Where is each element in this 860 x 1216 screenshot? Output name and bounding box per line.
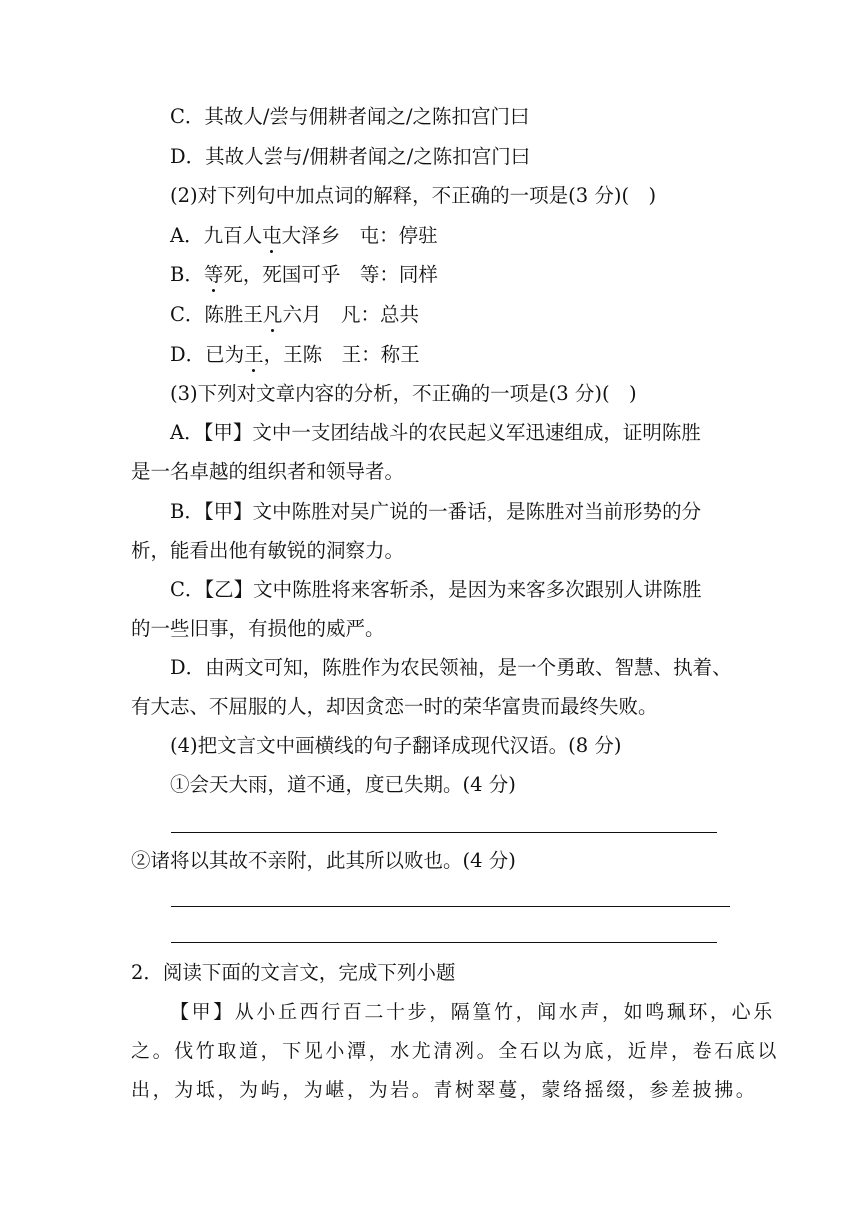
q1-sub3-option-b-line2[interactable]: 析，能看出他有敏锐的洞察力。 (131, 539, 405, 562)
option-text: ，王陈 王：称王 (263, 343, 420, 366)
option-text: 六月 凡：总共 (282, 303, 419, 326)
answer-blank-line[interactable] (171, 942, 717, 943)
dotted-word: 王 (244, 341, 264, 369)
q1-sub4-item2: ②诸将以其故不亲附，此其所以败也。(4 分) (131, 849, 516, 872)
q1-sub3-option-a-line2[interactable]: 是一名卓越的组织者和领导者。 (131, 460, 405, 483)
q1-sub3-option-b-line1[interactable]: B．【甲】文中陈胜对吴广说的一番话，是陈胜对当前形势的分 (170, 500, 702, 523)
answer-blank-line[interactable] (171, 906, 730, 907)
option-text: 大泽乡 屯：停驻 (281, 224, 438, 247)
q1-sub2-option-c[interactable] (170, 301, 419, 329)
q1-sub3-option-a-line1[interactable]: A．【甲】文中一支团结战斗的农民起义军迅速组成，证明陈胜 (170, 421, 701, 444)
option-text: 死，死国可乎 等：同样 (223, 263, 438, 286)
q1-sub3-option-c-line1[interactable]: C．【乙】文中陈胜将来客斩杀，是因为来客多次跟别人讲陈胜 (170, 578, 702, 601)
dotted-word: 凡 (263, 301, 283, 329)
q1-sub3-option-d-line2[interactable]: 有大志、不屈服的人，却因贪恋一时的荣华富贵而最终失败。 (131, 695, 658, 718)
q1-sub2-option-d[interactable] (170, 341, 420, 369)
dotted-word: 等 (204, 261, 224, 289)
q1-sub2-stem: (2)对下列句中加点词的解释，不正确的一项是(3 分)( ) (170, 184, 657, 207)
q1-sub3-stem: (3)下列对文章内容的分析，不正确的一项是(3 分)( ) (170, 382, 637, 405)
q1-option-c[interactable]: C．其故人/尝与佣耕者闻之/之陈扣宫门曰 (170, 105, 530, 128)
q2-passage-line: 【甲】从小丘西行百二十步，隔篁竹，闻水声，如鸣珮环，心乐 (170, 1001, 775, 1023)
q2-passage-line: 之。伐竹取道，下见小潭，水尤清冽。全石以为底，近岸，卷石底以 (131, 1040, 780, 1062)
q1-option-d[interactable]: D．其故人尝与/佣耕者闻之/之陈扣宫门曰 (170, 145, 531, 168)
q1-sub4-stem: (4)把文言文中画横线的句子翻译成现代汉语。(8 分) (170, 734, 622, 757)
q1-sub3-option-c-line2[interactable]: 的一些旧事，有损他的威严。 (131, 617, 385, 640)
q1-sub2-option-a[interactable] (170, 222, 438, 250)
option-text: D．已为 (170, 343, 245, 366)
option-text: A．九百人 (170, 224, 263, 247)
option-text: B． (170, 263, 204, 286)
q2-passage-line: 出，为坻，为屿，为嵁，为岩。青树翠蔓，蒙络摇缀，参差披拂。 (131, 1079, 758, 1101)
q2-title: 2．阅读下面的文言文，完成下列小题 (131, 961, 456, 984)
dotted-word: 屯 (262, 222, 282, 250)
answer-blank-line[interactable] (171, 832, 717, 833)
q1-sub4-item1: ①会天大雨，道不通，度已失期。(4 分) (170, 773, 516, 796)
q1-sub2-option-b[interactable] (170, 261, 438, 289)
q1-sub3-option-d-line1[interactable]: D．由两文可知，陈胜作为农民领袖，是一个勇敢、智慧、执着、 (170, 656, 732, 679)
option-text: C．陈胜王 (170, 303, 263, 326)
